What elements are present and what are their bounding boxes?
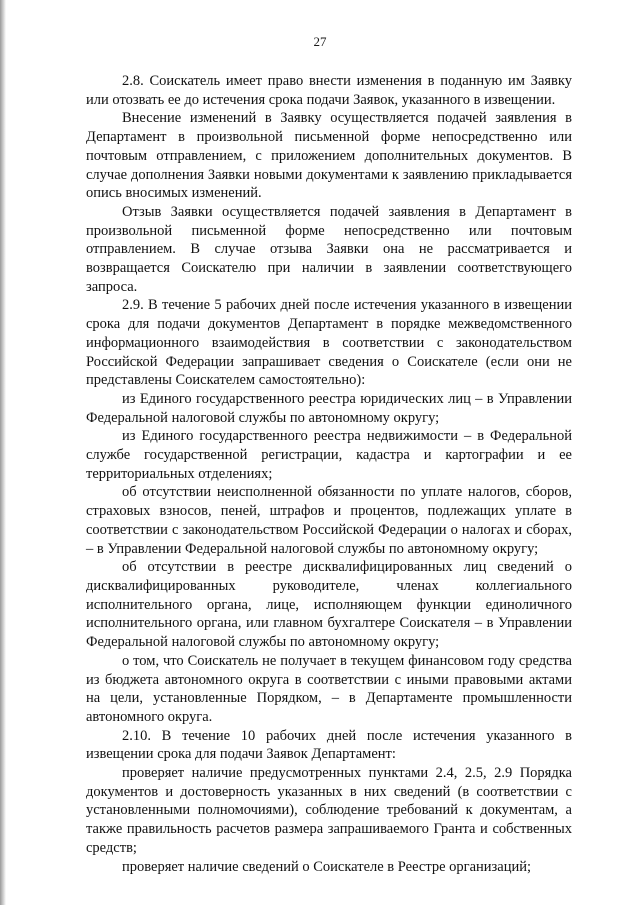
paragraph-disqualified: об отсутствии в реестре дисквалифицированных лиц сведений о дисквалифицированных руководителе, членах коллегиального исполнительного органа, лице, исполняющем функции единоличного исполнительного органа, или главном бухгалтере Соискателя – в Управлении Федеральной налоговой службы по автономному округу; <box>86 559 572 651</box>
paragraph-egrn: из Единого государственного реестра недвижимости – в Федеральной службе государственной регистрации, кадастра и картографии и ее территориальных отделениях; <box>86 428 572 482</box>
paragraph-checks-documents: проверяет наличие предусмотренных пунктами 2.4, 2.5, 2.9 Порядка документов и достоверность указанных в них сведений (в соответствии с установленными полномочиями), соблюдение требований к документам, а также правильность расчетов размера запрашиваемого Гранта и собственных средств; <box>86 765 572 856</box>
paragraph-withdrawal: Отзыв Заявки осуществляется подачей заявления в Департамент в произвольной письменной форме непосредственно или почтовым отправлением. В случае отзыва Заявки она не рассматривается и возвращается Соискателю при наличии в заявлении соответствующего запроса. <box>86 203 572 295</box>
paragraph-2-8: 2.8. Соискатель имеет право внести изменения в поданную им Заявку или отозвать ее до истечения срока подачи Заявок, указанного в извещении. <box>86 73 572 108</box>
paragraph-checks-registry: проверяет наличие сведений о Соискателе в Реестре организаций; <box>122 858 532 875</box>
document-body <box>86 72 572 876</box>
scan-edge <box>0 0 6 905</box>
paragraph-2-9: 2.9. В течение 5 рабочих дней после истечения указанного в извещении срока для подачи документов Департамент в порядке межведомственного информационного взаимодействия в соответствии с законодательством Российской Федерации запрашивает сведения о Соискателе (если они не представлены Соискателем самостоятельно): <box>86 297 572 389</box>
paragraph-budget-funds: о том, что Соискатель не получает в текущем финансовом году средства из бюджета автономного округа в соответствии с иными правовыми актами на цели, установленные Порядком, – в Департаменте промышленности автономного округа. <box>86 652 572 725</box>
paragraph-2-10: 2.10. В течение 10 рабочих дней после истечения указанного в извещении срока для подачи Заявок Департамент: <box>86 727 572 763</box>
paragraph-amendments: Внесение изменений в Заявку осуществляется подачей заявления в Департамент в произвольной письменной форме непосредственно или почтовым отправлением, с приложением дополнительных документов. В случае дополнения Заявки новыми документами к заявлению прикладывается опись вносимых изменений. <box>86 110 572 202</box>
paragraph-egrul: из Единого государственного реестра юридических лиц – в Управлении Федеральной налоговой службы по автономному округу; <box>86 390 572 426</box>
paragraph-tax-debt: об отсутствии неисполненной обязанности по уплате налогов, сборов, страховых взносов, пеней, штрафов и процентов, подлежащих уплате в соответствии с законодательством Российской Федерации о налогах и сборах, – в Управлении Федеральной налоговой службы по автономному округу; <box>86 484 572 557</box>
page-number: 27 <box>313 34 327 49</box>
